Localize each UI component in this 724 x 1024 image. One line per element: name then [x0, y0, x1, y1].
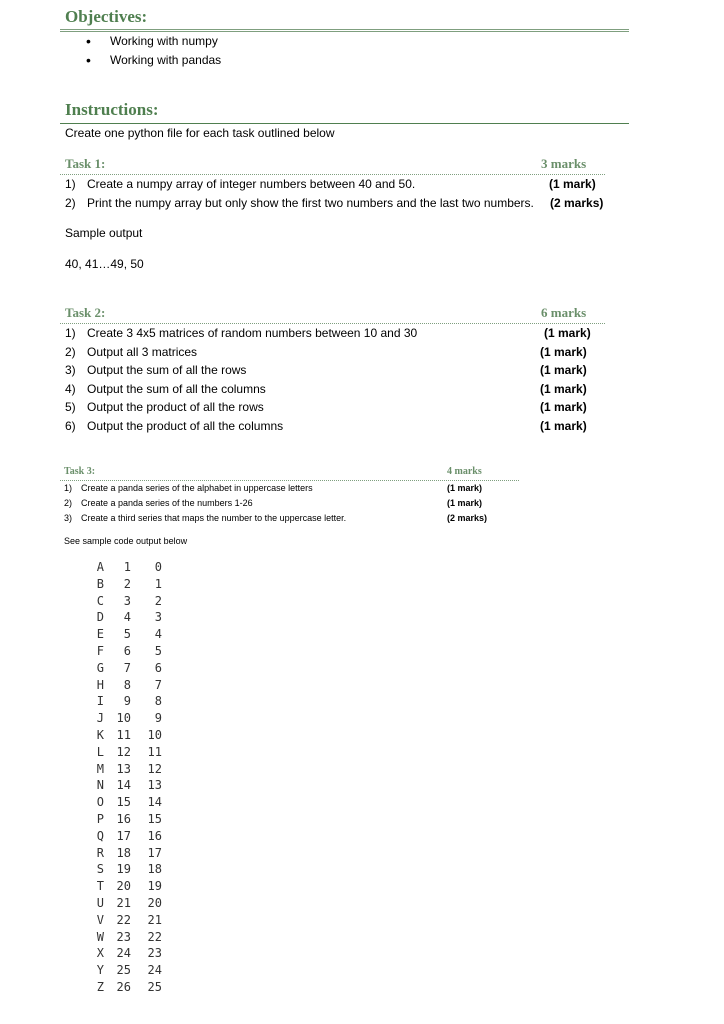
- output-number: 1: [123, 560, 131, 574]
- output-letter: A: [96, 560, 104, 574]
- output-number: 21: [116, 895, 131, 910]
- item-text: Create a third series that maps the number to the uppercase letter.: [81, 513, 347, 523]
- output-letter: Y: [96, 963, 104, 978]
- output-index: 9: [154, 711, 162, 726]
- output-number: 11: [116, 727, 131, 742]
- item-number: 3): [65, 363, 76, 378]
- task1-item: [65, 194, 665, 213]
- item-number: 5): [65, 400, 76, 415]
- task3-marks: 4 marks: [447, 466, 482, 477]
- output-number: 8: [123, 677, 131, 692]
- item-text: Create a panda series of the numbers 1-26: [81, 498, 253, 508]
- output-index: 4: [154, 627, 162, 642]
- task2-item: [65, 343, 625, 362]
- output-number: 13: [116, 761, 131, 776]
- output-index: 18: [147, 862, 162, 877]
- task1-title: Task 1:: [65, 156, 106, 171]
- output-number: 3: [123, 593, 131, 608]
- item-text: Output the sum of all the rows: [87, 363, 247, 378]
- objective-item: • Working with numpy: [86, 32, 221, 51]
- item-number: 6): [65, 418, 76, 433]
- output-number: 16: [116, 811, 131, 826]
- output-row: [66, 576, 176, 593]
- objectives-list: [86, 32, 221, 70]
- task3-list: [64, 481, 524, 526]
- output-index: 21: [147, 912, 162, 927]
- output-number: 22: [116, 912, 131, 927]
- output-letter: V: [96, 912, 104, 927]
- output-number: 19: [116, 862, 131, 877]
- output-index: 6: [154, 660, 162, 675]
- item-number: 1): [64, 483, 73, 493]
- output-index: 17: [147, 845, 162, 860]
- task2-item: [65, 417, 625, 436]
- item-mark: (1 mark): [549, 177, 596, 191]
- output-row: [66, 693, 176, 710]
- task1-item: [65, 175, 665, 194]
- task2-item: [65, 380, 625, 399]
- output-letter: J: [96, 711, 104, 726]
- output-letter: L: [96, 744, 104, 759]
- task3-item: [64, 496, 524, 511]
- output-letter: Z: [96, 979, 104, 994]
- output-letter: C: [96, 593, 104, 608]
- output-row: [66, 710, 176, 727]
- item-number: 2): [64, 498, 73, 508]
- output-index: 23: [147, 946, 162, 961]
- output-row: [66, 559, 176, 576]
- output-number: 6: [123, 643, 131, 658]
- output-number: 9: [123, 694, 131, 709]
- item-mark: (1 mark): [447, 498, 483, 508]
- item-mark: (1 mark): [447, 483, 483, 493]
- output-number: 18: [116, 845, 131, 860]
- output-index: 11: [147, 744, 162, 759]
- item-text: Output the product of all the rows: [87, 400, 264, 415]
- output-index: 22: [147, 929, 162, 944]
- output-letter: R: [96, 845, 104, 860]
- output-number: 17: [116, 828, 131, 843]
- item-mark: (1 mark): [540, 418, 587, 433]
- item-mark: (1 mark): [540, 381, 587, 396]
- task2-item: [65, 398, 625, 417]
- output-letter: M: [96, 761, 104, 776]
- output-row: [66, 895, 176, 912]
- output-index: 15: [147, 811, 162, 826]
- output-row: [66, 777, 176, 794]
- output-number: 4: [123, 610, 131, 625]
- output-letter: O: [96, 795, 104, 810]
- instructions-intro: Create one python file for each task outlined below: [65, 126, 335, 140]
- output-row: [66, 609, 176, 626]
- output-row: [66, 962, 176, 979]
- item-number: 2): [65, 344, 76, 359]
- output-number: 24: [116, 946, 131, 961]
- task1-sample-label: Sample output: [65, 226, 143, 240]
- output-row: [66, 811, 176, 828]
- output-number: 25: [116, 963, 131, 978]
- task1-sample-value: 40, 41…49, 50: [65, 257, 144, 271]
- output-index: 13: [147, 778, 162, 793]
- output-number: 15: [116, 795, 131, 810]
- output-number: 20: [116, 879, 131, 894]
- output-letter: T: [96, 879, 104, 894]
- task2-marks: 6 marks: [541, 305, 587, 320]
- item-mark: (1 mark): [540, 400, 587, 415]
- output-index: 16: [147, 828, 162, 843]
- output-row: [66, 878, 176, 895]
- item-mark: (1 mark): [540, 363, 587, 378]
- item-text: Output the product of all the columns: [87, 418, 284, 433]
- output-letter: H: [96, 677, 104, 692]
- output-index: 5: [154, 643, 162, 658]
- output-index: 1: [154, 576, 162, 591]
- output-letter: B: [96, 576, 104, 591]
- output-letter: D: [96, 610, 104, 625]
- output-letter: U: [96, 895, 104, 910]
- output-index: 2: [154, 593, 162, 608]
- output-number: 12: [116, 744, 131, 759]
- task3-item: [64, 511, 524, 526]
- output-index: 7: [154, 677, 162, 692]
- item-mark: (2 marks): [447, 513, 488, 523]
- output-row: [66, 626, 176, 643]
- output-letter: I: [96, 694, 104, 709]
- output-row: [66, 727, 176, 744]
- output-index: 10: [147, 727, 162, 742]
- task3-title: Task 3:: [64, 466, 96, 477]
- output-row: [66, 643, 176, 660]
- item-number: 1): [65, 177, 76, 191]
- series-output: [66, 559, 176, 996]
- output-row: [66, 660, 176, 677]
- output-number: 10: [116, 711, 131, 726]
- output-letter: N: [96, 778, 104, 793]
- output-index: 8: [154, 694, 162, 709]
- item-text: Output the sum of all the columns: [87, 381, 266, 396]
- output-number: 14: [116, 778, 131, 793]
- item-number: 3): [64, 513, 73, 523]
- output-row: [66, 912, 176, 929]
- output-index: 3: [154, 610, 162, 625]
- item-text: Output all 3 matrices: [87, 344, 198, 359]
- output-row: [66, 828, 176, 845]
- item-number: 1): [65, 326, 76, 340]
- item-text: Create a panda series of the alphabet in uppercase letters: [81, 483, 313, 493]
- task3-item: [64, 481, 524, 496]
- objectives-heading: Objectives:: [65, 7, 148, 26]
- output-row: [66, 677, 176, 694]
- output-row: [66, 861, 176, 878]
- task2-item: [65, 324, 625, 343]
- output-row: [66, 761, 176, 778]
- item-mark: (1 mark): [544, 326, 591, 340]
- output-number: 23: [116, 929, 131, 944]
- output-row: [66, 794, 176, 811]
- task2-item: [65, 361, 625, 380]
- task1-marks: 3 marks: [541, 156, 587, 171]
- output-letter: K: [96, 727, 104, 742]
- instructions-heading: Instructions:: [65, 100, 159, 119]
- output-letter: G: [96, 660, 104, 675]
- output-index: 24: [147, 963, 162, 978]
- output-number: 26: [116, 979, 131, 994]
- item-text: Create 3 4x5 matrices of random numbers between 10 and 30: [87, 326, 418, 340]
- output-row: [66, 929, 176, 946]
- output-letter: X: [96, 946, 104, 961]
- task2-list: [65, 324, 625, 436]
- item-text: Print the numpy array but only show the first two numbers and the last two numbers.: [87, 195, 534, 210]
- output-letter: E: [96, 627, 104, 642]
- output-letter: Q: [96, 828, 104, 843]
- output-index: 14: [147, 795, 162, 810]
- task3-sample-label: See sample code output below: [64, 536, 188, 546]
- item-number: 4): [65, 381, 76, 396]
- output-number: 5: [123, 627, 131, 642]
- output-index: 20: [147, 895, 162, 910]
- output-row: [66, 845, 176, 862]
- output-letter: S: [96, 862, 104, 877]
- output-row: [66, 744, 176, 761]
- task1-list: [65, 175, 665, 212]
- item-text: Create a numpy array of integer numbers between 40 and 50.: [87, 177, 416, 191]
- output-index: 0: [154, 560, 162, 574]
- output-row: [66, 945, 176, 962]
- output-index: 12: [147, 761, 162, 776]
- output-row: [66, 593, 176, 610]
- output-letter: P: [96, 811, 104, 826]
- output-number: 2: [123, 576, 131, 591]
- output-row: [66, 979, 176, 996]
- output-number: 7: [123, 660, 131, 675]
- output-letter: W: [96, 929, 104, 944]
- instructions-rule: [60, 123, 629, 124]
- output-index: 25: [147, 979, 162, 994]
- objective-item: • Working with pandas: [86, 51, 221, 70]
- output-letter: F: [96, 643, 104, 658]
- item-mark: (2 marks): [550, 195, 604, 210]
- item-number: 2): [65, 195, 76, 210]
- item-mark: (1 mark): [540, 344, 587, 359]
- output-index: 19: [147, 879, 162, 894]
- task2-title: Task 2:: [65, 305, 106, 320]
